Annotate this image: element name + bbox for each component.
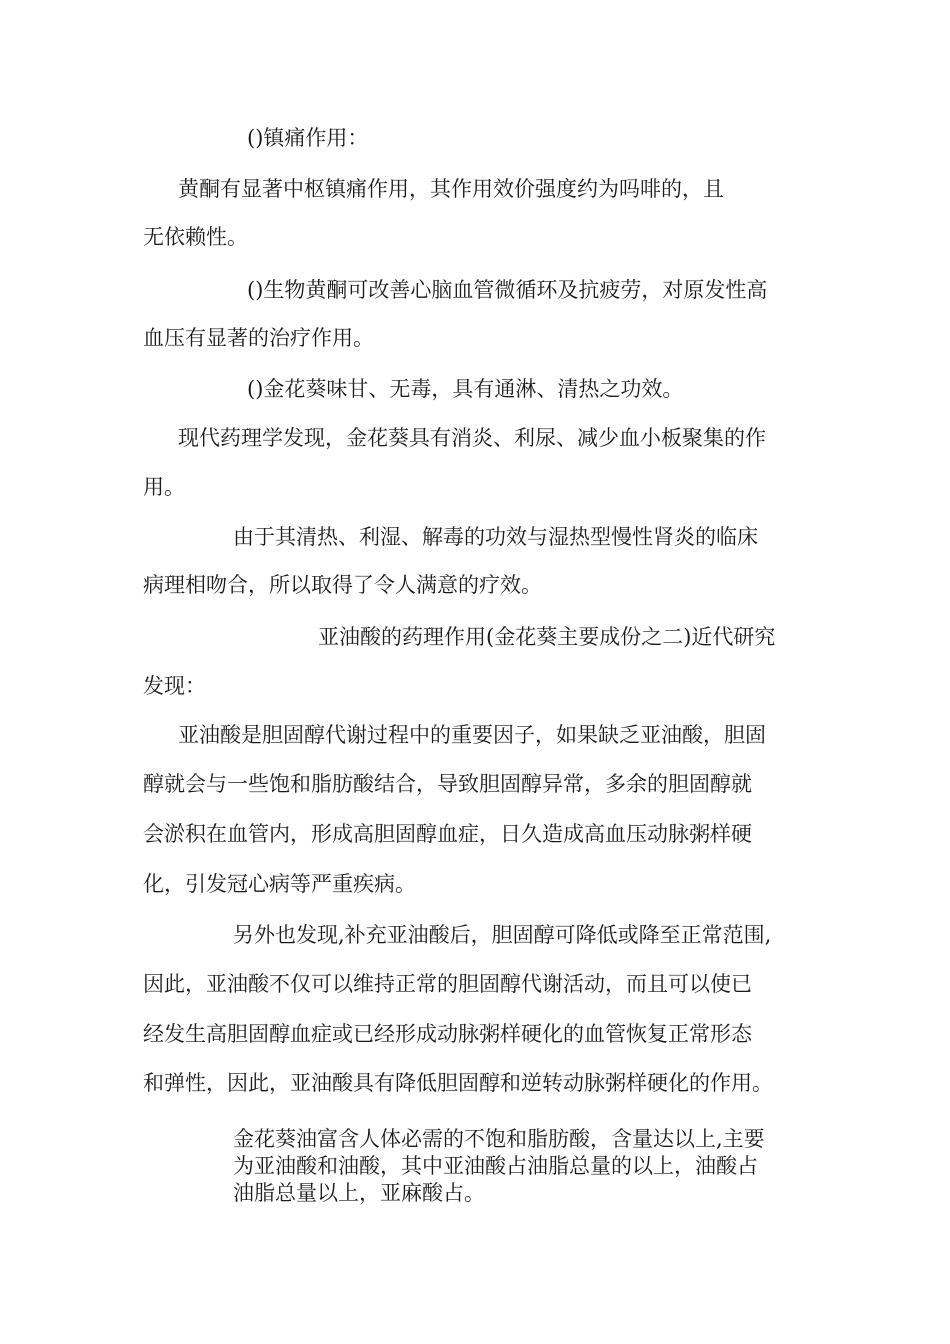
paragraph-line: 金花葵油富含人体必需的不饱和脂肪酸，含量达以上,主要 bbox=[233, 1127, 765, 1151]
paragraph-line: ()生物黄酮可改善心脑血管微循环及抗疲劳，对原发性高 bbox=[247, 278, 768, 302]
paragraph-line: 醇就会与一些饱和脂肪酸结合，导致胆固醇异常，多余的胆固醇就 bbox=[143, 772, 752, 796]
paragraph-line: 经发生高胆固醇血症或已经形成动脉粥样硬化的血管恢复正常形态 bbox=[143, 1022, 752, 1046]
paragraph-line: ()金花葵味甘、无毒，具有通淋、清热之功效。 bbox=[247, 377, 684, 401]
paragraph-line: 因此，亚油酸不仅可以维持正常的胆固醇代谢活动，而且可以使已 bbox=[143, 972, 752, 996]
paragraph-line: 病理相吻合，所以取得了令人满意的疗效。 bbox=[143, 573, 542, 597]
section-heading-analgesic: ()镇痛作用： bbox=[247, 126, 369, 150]
paragraph-line: 黄酮有显著中枢镇痛作用，其作用效价强度约为吗啡的，且 bbox=[178, 177, 724, 201]
paragraph-line: 亚油酸是胆固醇代谢过程中的重要因子，如果缺乏亚油酸，胆固 bbox=[178, 723, 766, 747]
paragraph-line: 血压有显著的治疗作用。 bbox=[143, 326, 374, 350]
paragraph-line: 为亚油酸和油酸，其中亚油酸占油脂总量的以上，油酸占 bbox=[233, 1154, 758, 1178]
paragraph-line: 另外也发现,补充亚油酸后，胆固醇可降低或降至正常范围, bbox=[233, 923, 772, 947]
section-heading-linoleic-acid: 亚油酸的药理作用(金花葵主要成份之二)近代研究 bbox=[318, 625, 776, 649]
paragraph-line: 由于其清热、利湿、解毒的功效与湿热型慢性肾炎的临床 bbox=[233, 525, 758, 549]
paragraph-line: 化，引发冠心病等严重疾病。 bbox=[143, 872, 416, 896]
paragraph-line: 发现： bbox=[143, 674, 206, 698]
paragraph-line: 和弹性，因此，亚油酸具有降低胆固醇和逆转动脉粥样硬化的作用。 bbox=[143, 1071, 773, 1095]
paragraph-line: 用。 bbox=[143, 475, 185, 499]
paragraph-line: 无依赖性。 bbox=[143, 225, 248, 249]
paragraph-line: 现代药理学发现，金花葵具有消炎、利尿、减少血小板聚集的作 bbox=[178, 426, 766, 450]
paragraph-line: 会淤积在血管内，形成高胆固醇血症，日久造成高血压动脉粥样硬 bbox=[143, 822, 752, 846]
paragraph-line: 油脂总量以上，亚麻酸占。 bbox=[233, 1181, 485, 1205]
